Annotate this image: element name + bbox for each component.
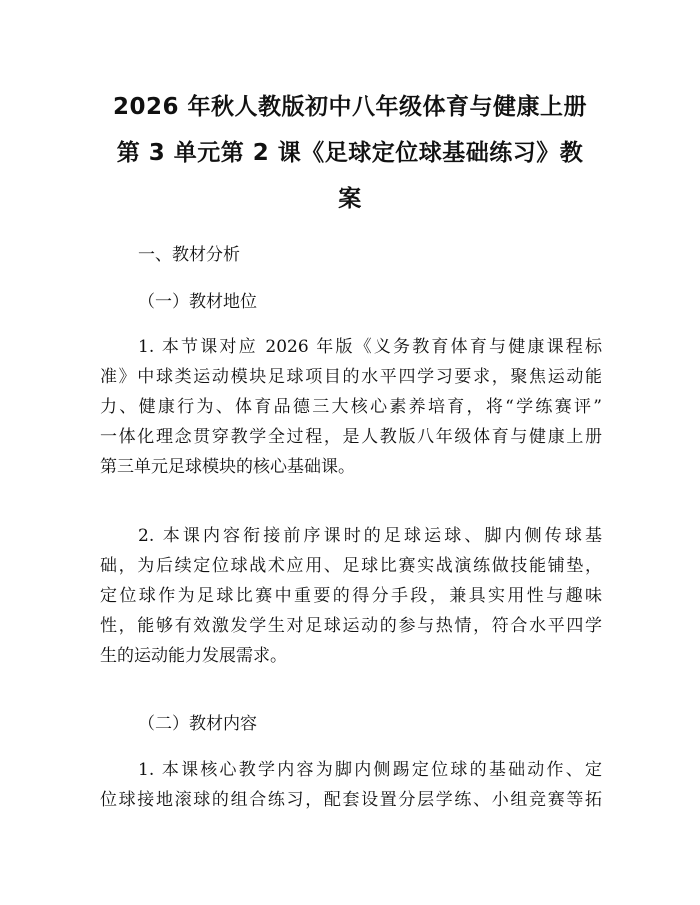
section-heading-textbook-analysis: 一、教材分析 <box>138 245 240 265</box>
title-line: 2026 年秋人教版初中八年级体育与健康上册 <box>112 94 588 120</box>
document-title <box>100 84 600 222</box>
paragraph-2 <box>100 521 602 671</box>
paragraph-line: 力、健康行为、体育品德三大核心素养培育，将“学练赛评” <box>100 397 602 417</box>
paragraph-line: 性，能够有效激发学生对足球运动的参与热情，符合水平四学 <box>100 616 602 636</box>
subsection-heading-textbook-content: （二）教材内容 <box>138 714 257 734</box>
title-line: 案 <box>338 186 362 212</box>
paragraph-line: 1. 本节课对应 2026 年版《义务教育体育与健康课程标 <box>138 337 602 357</box>
subsection-heading-textbook-position: （一）教材地位 <box>138 292 257 312</box>
paragraph-line: 一体化理念贯穿教学全过程，是人教版八年级体育与健康上册 <box>100 427 602 447</box>
paragraph-line: 1. 本课核心教学内容为脚内侧踢定位球的基础动作、定 <box>138 760 602 780</box>
paragraph-1 <box>100 332 602 482</box>
paragraph-line: 准》中球类运动模块足球项目的水平四学习要求，聚焦运动能 <box>100 367 602 387</box>
paragraph-line: 位球接地滚球的组合练习，配套设置分层学练、小组竞赛等拓 <box>100 790 602 810</box>
paragraph-line: 定位球作为足球比赛中重要的得分手段，兼具实用性与趣味 <box>100 586 602 606</box>
title-line: 第 3 单元第 2 课《足球定位球基础练习》教 <box>116 140 584 166</box>
paragraph-3 <box>100 755 602 815</box>
paragraph-line: 生的运动能力发展需求。 <box>100 646 287 666</box>
paragraph-line: 第三单元足球模块的核心基础课。 <box>100 457 355 477</box>
paragraph-line: 础，为后续定位球战术应用、足球比赛实战演练做技能铺垫， <box>100 556 602 576</box>
paragraph-line: 2. 本课内容衔接前序课时的足球运球、脚内侧传球基 <box>138 526 602 546</box>
